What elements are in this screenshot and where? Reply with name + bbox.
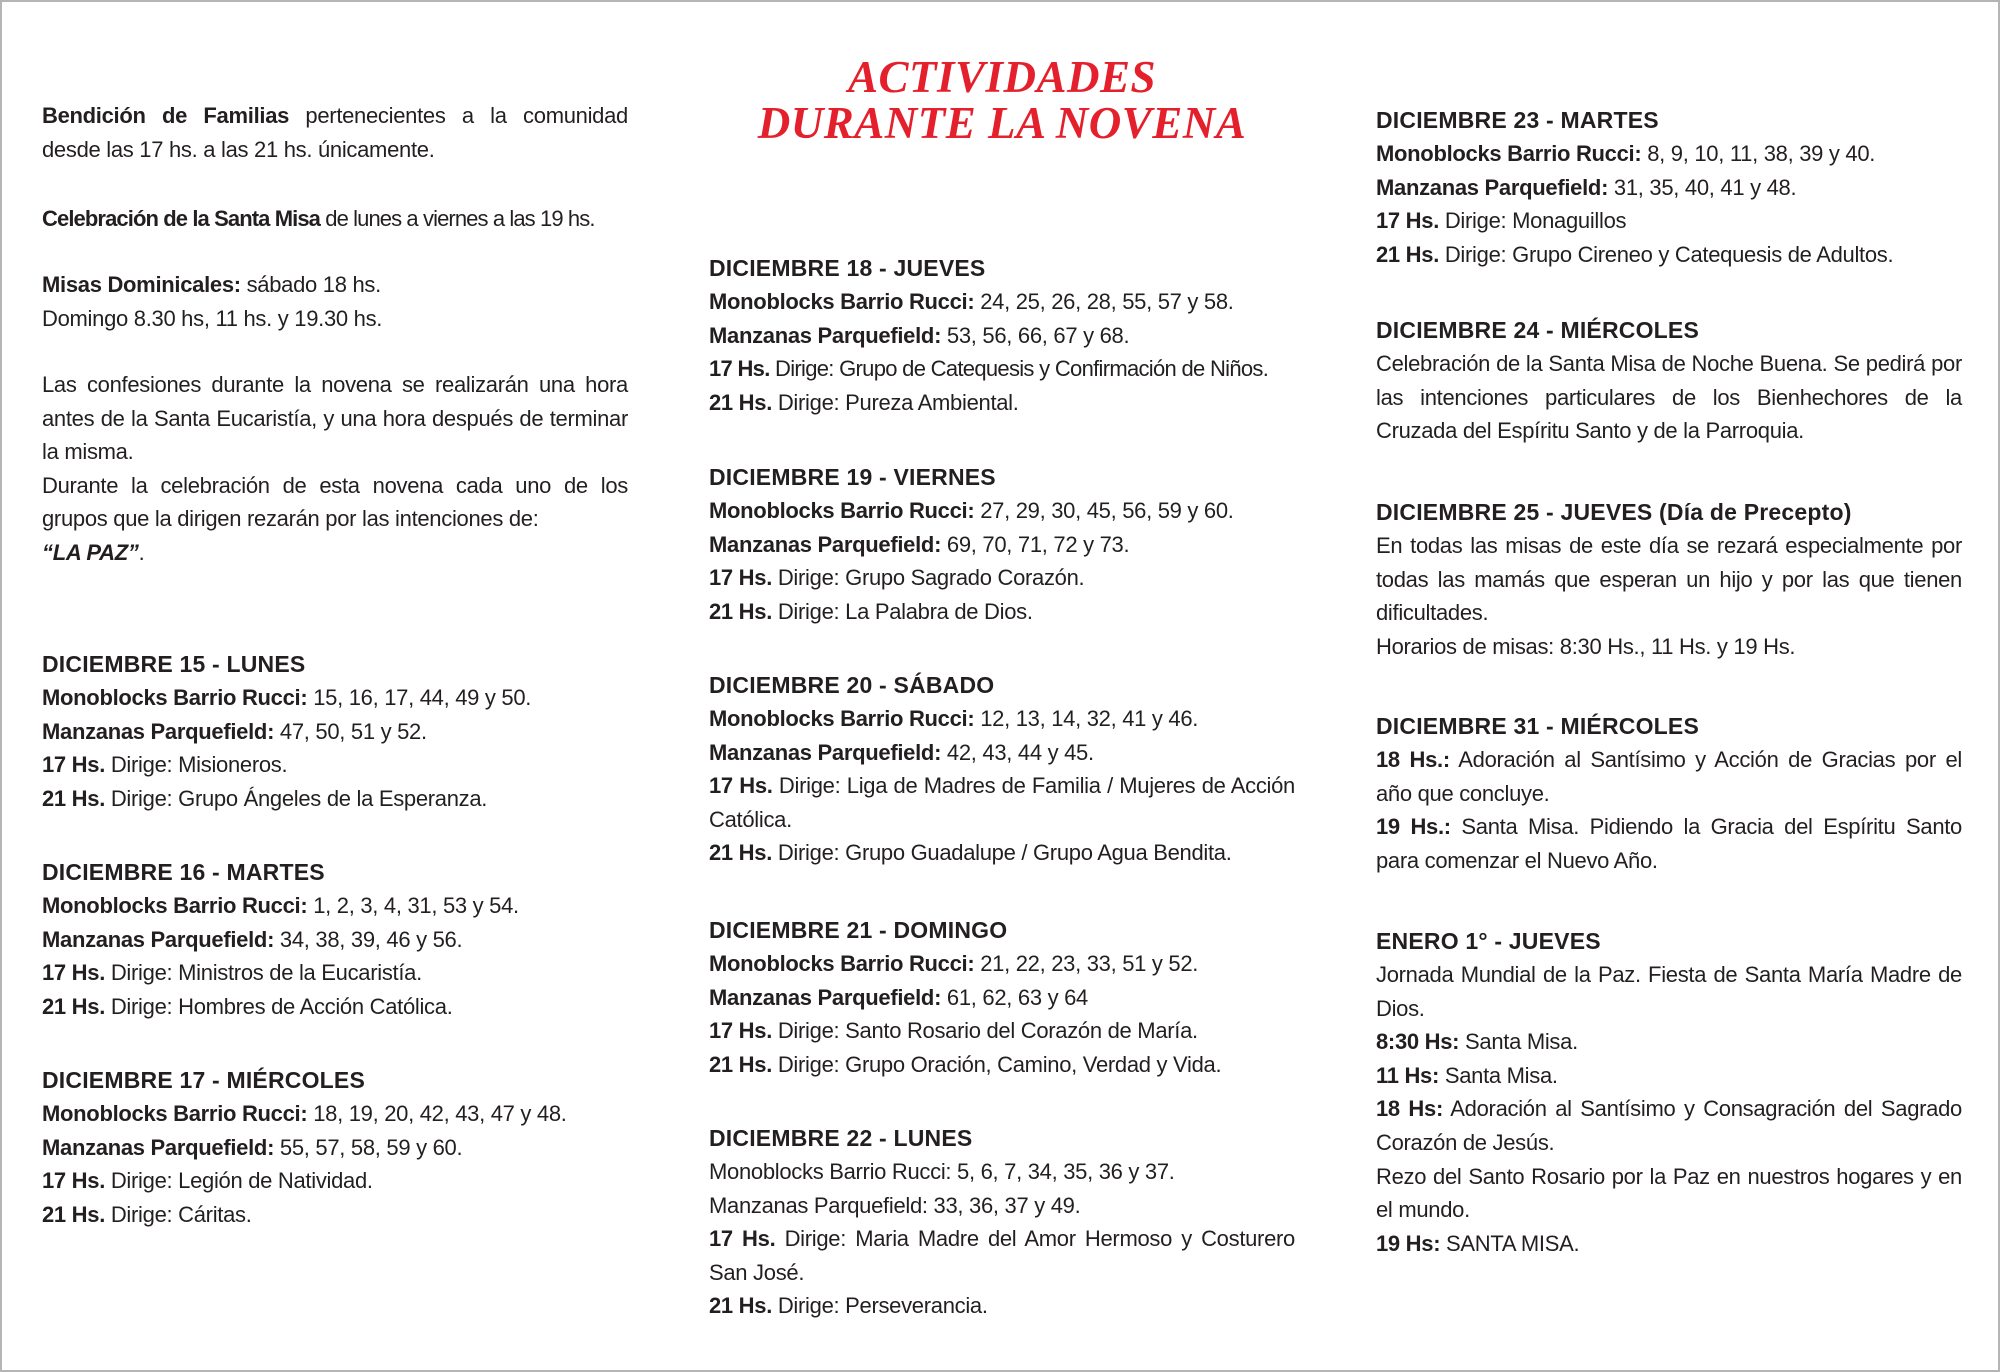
day-dic-18: DICIEMBRE 18 - JUEVES Monoblocks Barrio Rucci: 24, 25, 26, 28, 55, 57 y 58. Manzanas Parquefield: 53, 56, 66, 67 y 68. 17 Hs. Dirige: Grupo de Catequesis y Confirmación de Niños. 21 Hs. Dirige: Pureza Ambiental. bbox=[709, 252, 1295, 419]
day-dic-15: DICIEMBRE 15 - LUNES Monoblocks Barrio Rucci: 15, 16, 17, 44, 49 y 50. Manzanas Parquefield: 47, 50, 51 y 52. 17 Hs. Dirige: Misioneros. 21 Hs. Dirige: Grupo Ángeles de la Esperanza. bbox=[42, 648, 628, 815]
day-heading: DICIEMBRE 31 - MIÉRCOLES bbox=[1376, 713, 1700, 739]
day-enero-1: ENERO 1° - JUEVES Jornada Mundial de la Paz. Fiesta de Santa María Madre de Dios. 8:30 Hs: Santa Misa. 11 Hs: Santa Misa. 18 Hs: Adoración al Santísimo y Consagración del Sagrado Corazón de Jesús. Rezo del Santo Rosario por la Paz en nuestros hogares y en el mundo. 19 Hs: SANTA MISA. bbox=[1376, 925, 1962, 1260]
day-dic-17: DICIEMBRE 17 - MIÉRCOLES Monoblocks Barrio Rucci: 18, 19, 20, 42, 43, 47 y 48. Manzanas Parquefield: 55, 57, 58, 59 y 60. 17 Hs. Dirige: Legión de Natividad. 21 Hs. Dirige: Cáritas. bbox=[42, 1064, 628, 1231]
bendicion-label: Bendición de Familias bbox=[42, 103, 290, 128]
dominicales-label: Misas Dominicales: bbox=[42, 272, 241, 297]
title-line-2: DURANTE LA NOVENA bbox=[757, 98, 1247, 148]
bendicion-text: pertenecientes a la comunidad desde las 17 hs. a las 21 hs. únicamente. bbox=[42, 103, 628, 162]
day-heading: DICIEMBRE 19 - VIERNES bbox=[709, 464, 996, 490]
intro-misa bbox=[42, 202, 628, 236]
domingo-text: Domingo 8.30 hs, 11 hs. y 19.30 hs. bbox=[42, 305, 383, 331]
day-dic-22: DICIEMBRE 22 - LUNES Monoblocks Barrio Rucci: 5, 6, 7, 34, 35, 36 y 37. Manzanas Parquefield: 33, 36, 37 y 49. 17 Hs. Dirige: Maria Madre del Amor Hermoso y Costurero San José. 21 Hs. Dirige: Perseverancia. bbox=[709, 1122, 1295, 1323]
day-heading: DICIEMBRE 24 - MIÉRCOLES bbox=[1376, 317, 1700, 343]
day-dic-25: DICIEMBRE 25 - JUEVES (Día de Precepto) En todas las misas de este día se rezará especialmente por todas las mamás que esperan un hijo y por las que tienen dificultades. Horarios de misas: 8:30 Hs., 11 Hs. y 19 Hs. bbox=[1376, 496, 1962, 663]
title-line-1: ACTIVIDADES bbox=[847, 52, 1157, 102]
day-dic-16: DICIEMBRE 16 - MARTES Monoblocks Barrio Rucci: 1, 2, 3, 4, 31, 53 y 54. Manzanas Parquefield: 34, 38, 39, 46 y 56. 17 Hs. Dirige: Ministros de la Eucaristía. 21 Hs. Dirige: Hombres de Acción Católica. bbox=[42, 856, 628, 1023]
intro-confesiones: Las confesiones durante la novena se realizarán una hora antes de la Santa Eucaristía, y una hora después de terminar la misma. Durante la celebración de esta novena cada uno de los grupos que la dirigen rezarán por las intenciones de: “LA PAZ”. bbox=[42, 368, 628, 570]
day-heading: DICIEMBRE 18 - JUEVES bbox=[709, 255, 986, 281]
la-paz-text: “LA PAZ” bbox=[42, 539, 139, 565]
day-dic-20: DICIEMBRE 20 - SÁBADO Monoblocks Barrio Rucci: 12, 13, 14, 32, 41 y 46. Manzanas Parquefield: 42, 43, 44 y 45. 17 Hs. Dirige: Liga de Madres de Familia / Mujeres de Acción Católica. 21 Hs. Dirige: Grupo Guadalupe / Grupo Agua Bendita. bbox=[709, 669, 1295, 870]
day-heading: DICIEMBRE 16 - MARTES bbox=[42, 859, 325, 885]
misa-label: Celebración de la Santa Misa bbox=[42, 206, 321, 231]
page-title bbox=[709, 54, 1295, 146]
day-heading: DICIEMBRE 25 - JUEVES (Día de Precepto) bbox=[1376, 499, 1852, 525]
day-heading: DICIEMBRE 17 - MIÉRCOLES bbox=[42, 1067, 366, 1093]
day-heading: DICIEMBRE 15 - LUNES bbox=[42, 651, 306, 677]
day-heading: DICIEMBRE 20 - SÁBADO bbox=[709, 672, 995, 698]
day-heading: ENERO 1° - JUEVES bbox=[1376, 928, 1601, 954]
durante-text: Durante la celebración de esta novena cada uno de los grupos que la dirigen rezarán por las intenciones de: bbox=[42, 472, 628, 532]
day-dic-31: DICIEMBRE 31 - MIÉRCOLES 18 Hs.: Adoración al Santísimo y Acción de Gracias por el año que concluye. 19 Hs.: Santa Misa. Pidiendo la Gracia del Espíritu Santo para comenzar el Nuevo Año. bbox=[1376, 710, 1962, 877]
intro-dominicales bbox=[42, 268, 628, 335]
day-dic-21: DICIEMBRE 21 - DOMINGO Monoblocks Barrio Rucci: 21, 22, 23, 33, 51 y 52. Manzanas Parquefield: 61, 62, 63 y 64 17 Hs. Dirige: Santo Rosario del Corazón de María. 21 Hs. Dirige: Grupo Oración, Camino, Verdad y Vida. bbox=[709, 914, 1295, 1081]
confesiones-text: Las confesiones durante la novena se realizarán una hora antes de la Santa Eucaristía, y una hora después de terminar la misma. bbox=[42, 372, 628, 465]
day-dic-23: DICIEMBRE 23 - MARTES Monoblocks Barrio Rucci: 8, 9, 10, 11, 38, 39 y 40. Manzanas Parquefield: 31, 35, 40, 41 y 48. 17 Hs. Dirige: Monaguillos 21 Hs. Dirige: Grupo Cireneo y Catequesis de Adultos. bbox=[1376, 104, 1962, 271]
day-heading: DICIEMBRE 22 - LUNES bbox=[709, 1125, 973, 1151]
day-dic-19: DICIEMBRE 19 - VIERNES Monoblocks Barrio Rucci: 27, 29, 30, 45, 56, 59 y 60. Manzanas Parquefield: 69, 70, 71, 72 y 73. 17 Hs. Dirige: Grupo Sagrado Corazón. 21 Hs. Dirige: La Palabra de Dios. bbox=[709, 461, 1295, 628]
intro-bendicion bbox=[42, 99, 628, 166]
misa-text: de lunes a viernes a las 19 hs. bbox=[320, 206, 595, 231]
day-dic-24: DICIEMBRE 24 - MIÉRCOLES Celebración de la Santa Misa de Noche Buena. Se pedirá por las intenciones particulares de los Bienhechores de la Cruzada del Espíritu Santo y de la Parroquia. bbox=[1376, 314, 1962, 448]
day-heading: DICIEMBRE 21 - DOMINGO bbox=[709, 917, 1008, 943]
day-heading: DICIEMBRE 23 - MARTES bbox=[1376, 107, 1659, 133]
dominicales-text: sábado 18 hs. bbox=[240, 272, 381, 297]
